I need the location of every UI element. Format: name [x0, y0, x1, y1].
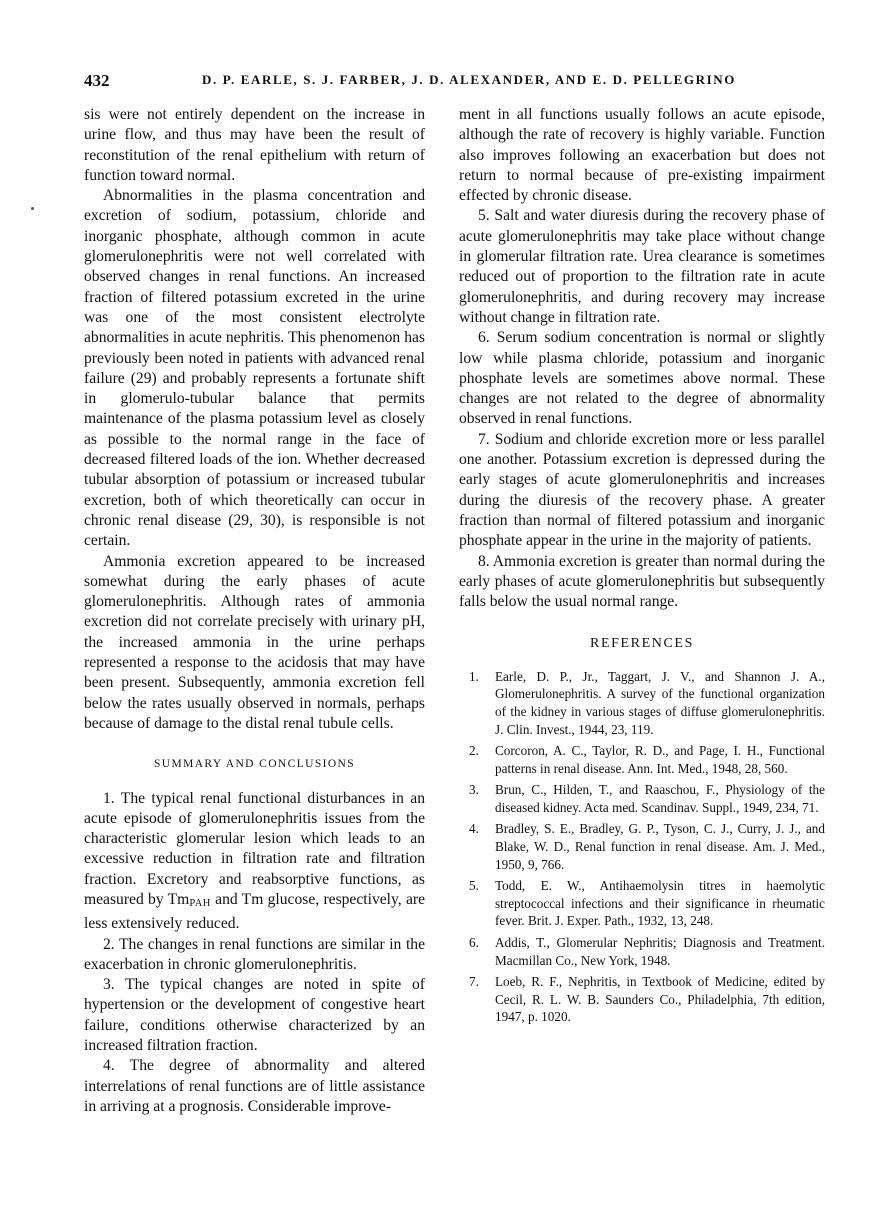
reference-number: 2.: [469, 743, 479, 759]
reference-number: 6.: [469, 935, 479, 951]
reference-item: [459, 820, 825, 873]
conclusion-text: 1. The typical renal functional disturbances in an acute episode of glomerulonephritis issues from the characteristic glomerular lesion which leads to an excessive reduction in filtration rate and filtration fraction. Excretory and reabsorptive functions, as measured by Tm: [84, 789, 425, 908]
page-number: 432: [84, 71, 110, 90]
reference-number: 3.: [469, 782, 479, 798]
reference-text: Bradley, S. E., Bradley, G. P., Tyson, C. J., Curry, J. J., and Blake, W. D., Renal function in renal disease. Am. J. Med., 1950, 9, 766.: [495, 821, 825, 872]
reference-text: Corcoron, A. C., Taylor, R. D., and Page, I. H., Functional patterns in renal disease. Ann. Int. Med., 1948, 28, 560.: [495, 743, 825, 776]
left-column: [84, 105, 425, 1117]
paragraph: sis were not entirely dependent on the increase in urine flow, and thus may have been the result of reconstitution of the renal epithelium with return of function toward normal.: [84, 106, 425, 184]
author-line: D. P. EARLE, S. J. FARBER, J. D. ALEXANDER, AND E. D. PELLEGRINO: [202, 72, 736, 87]
paragraph: Ammonia excretion appeared to be increased somewhat during the early phases of acute glomerulonephritis. Although rates of ammonia excretion did not correlate precisely with urinary pH, the increased ammonia in the urine perhaps represented a response to the acidosis that may have been present. Subsequently, ammonia excretion fell below the rates usually observed in normals, perhaps because of damage to the distal renal tubule cells.: [84, 552, 425, 732]
reference-text: Earle, D. P., Jr., Taggart, J. V., and Shannon J. A., Glomerulonephritis. A survey of the functional organization of the kidney in various stages of diffuse glomerulonephritis. J. Clin. Invest., 1944, 23, 119.: [495, 668, 825, 737]
reference-item: [459, 934, 825, 969]
paragraph: ment in all functions usually follows an acute episode, although the rate of recovery is highly variable. Function also improves following an exacerbation but does not return to normal because of pre-existing impairment effected by chronic disease.: [459, 106, 825, 205]
conclusion-item: 6. Serum sodium concentration is normal or slightly low while plasma chloride, potassium and inorganic phosphate levels are sometimes above normal. These changes are not related to the degree of abnormality observed in renal functions.: [459, 329, 825, 428]
conclusion-item: 7. Sodium and chloride excretion more or less parallel one another. Potassium excretion is depressed during the early stages of acute glomerulonephritis and increases during the diuresis of the recovery phase. A greater fraction than normal of filtered potassium and inorganic phosphate appear in the urine in the majority of patients.: [459, 430, 825, 550]
conclusion-item: 8. Ammonia excretion is greater than normal during the early phases of acute glomerulonephritis but subsequently falls below the usual normal range.: [459, 552, 825, 611]
reference-text: Loeb, R. F., Nephritis, in Textbook of Medicine, edited by Cecil, R. L. W. B. Saunders Co., Philadelphia, 7th edition, 1947, p. 1020.: [495, 974, 825, 1025]
reference-number: 1.: [469, 668, 479, 684]
conclusion-item: [84, 789, 425, 935]
reference-item: [459, 973, 825, 1026]
reference-item: [459, 742, 825, 777]
reference-text: Todd, E. W., Antihaemolysin titres in haemolytic streptococcal infections and their significance in rheumatic fever. Brit. J. Exper. Path., 1932, 13, 248.: [495, 878, 825, 929]
paragraph: Abnormalities in the plasma concentration and excretion of sodium, potassium, chloride and inorganic phosphate, although common in acute glomerulonephritis were not well correlated with observed changes in renal functions. An increased fraction of filtered potassium excreted in the urine was one of the most consistent electrolyte abnormalities in acute nephritis. This phenomenon has previously been noted in patients with advanced renal failure (29) and probably represents a fortunate shift in glomerulo-tubular balance that permits maintenance of the plasma potassium level as closely as possible to the normal range in the face of decreased filtered loads of the ion. Whether decreased tubular absorption of potassium or increased tubular excretion, both of which theoretically can occur in chronic renal disease (29, 30), is responsible is not certain.: [84, 187, 425, 550]
reference-item: [459, 781, 825, 816]
reference-text: Addis, T., Glomerular Nephritis; Diagnosis and Treatment. Macmillan Co., New York, 1948.: [495, 935, 825, 968]
running-head: [84, 71, 824, 93]
conclusion-item: 3. The typical changes are noted in spite of hypertension or the development of congestive heart failure, conditions otherwise characterized by an increased filtration fraction.: [84, 976, 425, 1055]
reference-text: Brun, C., Hilden, T., and Raaschou, F., Physiology of the diseased kidney. Acta med. Scandinav. Suppl., 1949, 234, 71.: [495, 782, 825, 815]
conclusion-item: 4. The degree of abnormality and altered interrelations of renal functions are of little assistance in arriving at a prognosis. Considerable improve-: [84, 1057, 425, 1115]
conclusion-item: 2. The changes in renal functions are similar in the exacerbation in chronic glomerulonephritis.: [84, 935, 425, 973]
section-heading: SUMMARY AND CONCLUSIONS: [153, 758, 356, 771]
right-column: [459, 105, 825, 1030]
reference-item: [459, 877, 825, 930]
conclusion-item: 5. Salt and water diuresis during the recovery phase of acute glomerulonephritis may take place without change in glomerular filtration rate. Urea clearance is sometimes reduced out of proportion to the filtration rate in acute glomerulonephritis, and during recovery may increase without change in filtration rate.: [459, 207, 825, 326]
reference-number: 4.: [469, 821, 479, 837]
subscript: PAH: [189, 897, 211, 909]
reference-item: [459, 668, 825, 738]
conclusion-text: and Tm glucose, respectively, are less extensively reduced.: [84, 890, 426, 933]
references-heading: REFERENCES: [590, 636, 694, 652]
margin-speck: [31, 207, 34, 210]
reference-number: 5.: [469, 878, 479, 894]
reference-list: [459, 668, 825, 1026]
reference-number: 7.: [469, 974, 479, 990]
